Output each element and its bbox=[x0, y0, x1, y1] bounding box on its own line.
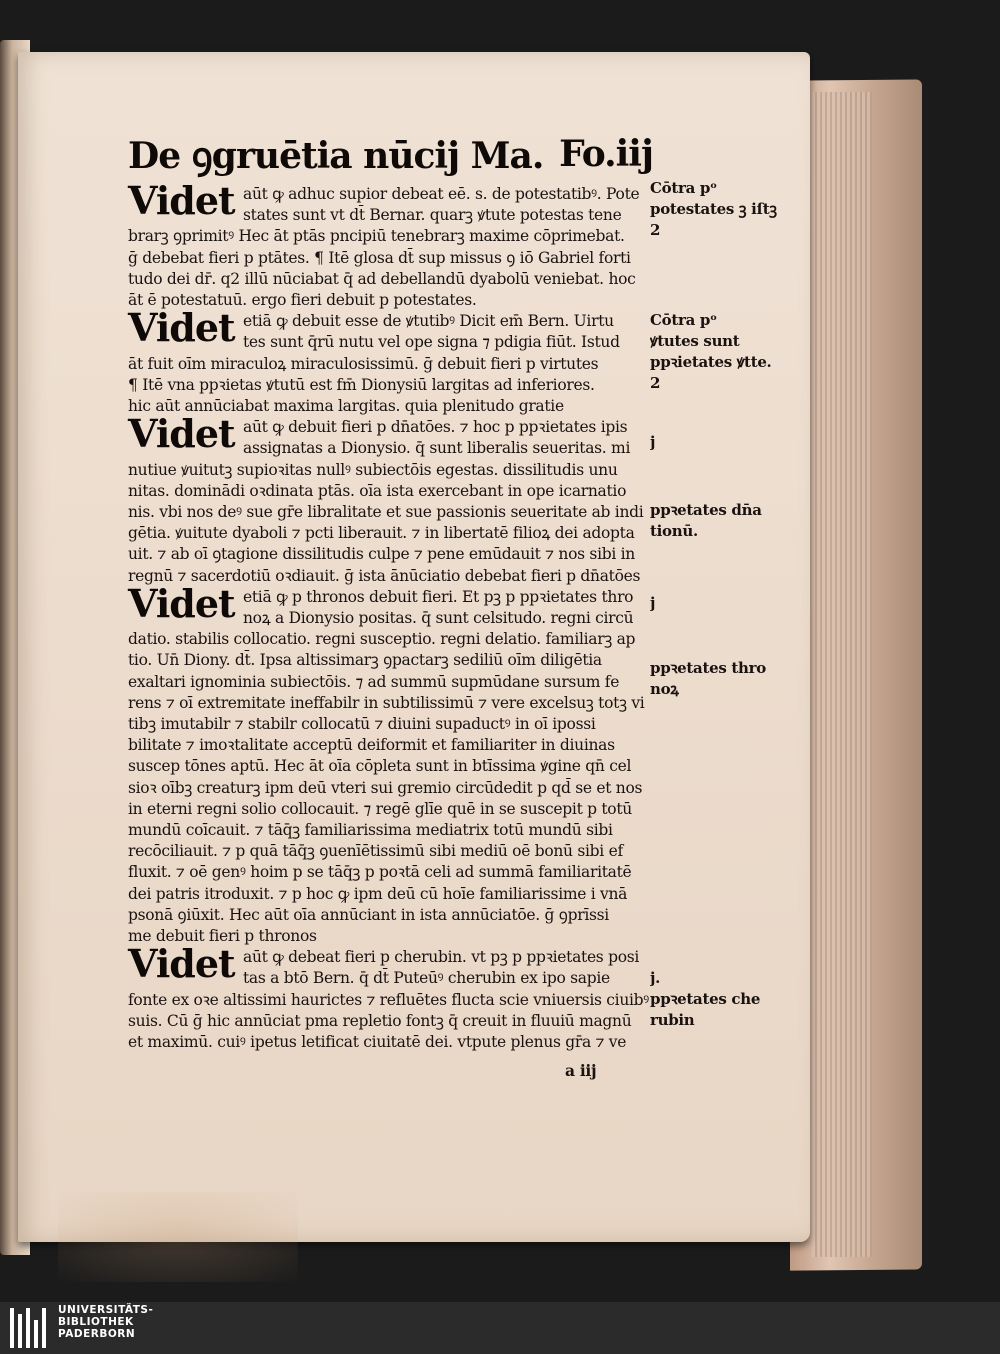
folio-number: Fo.iij bbox=[559, 133, 653, 175]
text-line: mundū coīcauit. ⁊ tāq̄ꝫ familiarissima mediatrix totū mundū sibi bbox=[128, 821, 613, 839]
text-line: exaltari ignominia subiectōis. ⁊ ad summū supmūdane sursum fe bbox=[128, 672, 620, 691]
text-line: āt ē potestatuū. ergo fieri debuit p potestates. bbox=[128, 291, 477, 309]
initial-letter: Videt bbox=[128, 941, 235, 987]
margin-note: 2 bbox=[650, 221, 661, 239]
text-line: gētia. ꝟuitute dyaboli ⁊ pcti liberauit. ⁊ in libertatē filioꝝ dei adopta bbox=[128, 524, 635, 543]
margin-note: ppꝛetates che bbox=[650, 990, 761, 1008]
initial-letter: Videt bbox=[128, 580, 235, 626]
text-line: hic aūt annūciabat maxima largitas. quia plenitudo gratie bbox=[128, 397, 564, 415]
text-line: psonā ꝯiūxit. Hec aūt oīa annūciant in ista annūciatōe. ḡ ꝯprīssi bbox=[128, 905, 609, 924]
text-line: brarꝫ ꝯprimitꝰ Hec āt ptās pncipiū tenebrarꝫ maxime cōprimebat. bbox=[128, 227, 625, 246]
initial-letter: Videt bbox=[128, 178, 235, 223]
page-stack-lines bbox=[812, 92, 872, 1257]
text-line: tudo dei dr̄. q2 illū nūciabat q̄ ad debellandū dyabolū veniebat. hoc bbox=[128, 269, 636, 288]
header-title: De ꝯgruētia nūcij Ma. bbox=[128, 134, 544, 177]
margin-note: ppꝛetates thro bbox=[650, 659, 766, 677]
margin-note: ppꝛietates ꝟtte. bbox=[650, 353, 772, 371]
text-line: me debuit fieri p thronos bbox=[128, 927, 317, 945]
text-line: tibꝫ imutabilr ⁊ stabilr collocatū ⁊ diuini supaductꝰ in oī ipossi bbox=[128, 715, 596, 733]
margin-note: j bbox=[650, 433, 656, 451]
text-line: fluxit. ⁊ oē genꝰ hoim p se tāq̄ꝫ p poꝛtā celi ad summā familiaritatē bbox=[128, 863, 632, 882]
initial-letter: Videt bbox=[128, 305, 235, 351]
text-line: in eterni regni solio collocauit. ⁊ regē glīe quē in se suscepit p totū bbox=[128, 799, 632, 818]
text-line: uit. ⁊ ab oī ꝯtagione dissilitudis culpe ⁊ pene emūdauit ⁊ nos sibi in bbox=[128, 545, 635, 564]
text-line: regnū ⁊ sacerdotiū oꝛdiauit. ḡ ista ānūciatio debebat fieri p dn̄atōes bbox=[128, 566, 641, 585]
text-line: assignatas a Dionysio. q̄ sunt liberalis seueritas. mi bbox=[243, 439, 631, 458]
text-line: ḡ debebat fieri p ptātes. ¶ Itē glosa dt̄ sup missus ꝯ iō Gabriel forti bbox=[128, 248, 631, 267]
margin-note: j. bbox=[650, 969, 661, 987]
text-line: suis. Cū ḡ hic annūciat pma repletio fontꝫ q̄ creuit in fluuiū magnū bbox=[128, 1011, 632, 1030]
library-name-line1: UNIVERSITÄTS- bbox=[58, 1304, 154, 1316]
library-name-line3: PADERBORN bbox=[58, 1328, 136, 1340]
margin-note: j bbox=[650, 594, 656, 612]
margin-note: tionū. bbox=[650, 522, 698, 540]
text-line: states sunt vt dt̄ Bernar. quarꝫ ꝟtute potestas tene bbox=[243, 206, 622, 225]
running-header bbox=[128, 128, 653, 180]
text-line: āt fuit oīm miraculoꝝ miraculosissimū. ḡ debuit fieri p virtutes bbox=[128, 354, 599, 373]
text-line: nis. vbi nos deꝰ sue gr̄e libralitate et sue passionis seueritate ab indi bbox=[128, 503, 644, 521]
text-line: nutiue ꝟuitutꝫ supioꝛitas nullꝰ subiectōis egestas. dissilitudis unu bbox=[128, 460, 618, 479]
page-stain bbox=[58, 1192, 298, 1282]
margin-note: Cōtra pᵒ bbox=[650, 179, 717, 197]
text-line: datio. stabilis collocatio. regni susceptio. regni delatio. familiarꝫ ap bbox=[128, 630, 636, 649]
library-logo-icon bbox=[10, 1306, 50, 1350]
text-line: suscep tōnes aptū. Hec āt oīa cōpleta sunt in btīssima ꝟgine qn̄ cel bbox=[128, 757, 632, 776]
text-line: ¶ Itē vna ppꝛietas ꝟtutū est fm̄ Dionysiū largitas ad inferiores. bbox=[128, 375, 595, 394]
text-line: dei patris itroduxit. ⁊ p hoc ꝙ ipm deū cū hoīe familiarissime i vnā bbox=[128, 884, 628, 903]
text-line: tio. Un̄ Diony. dt̄. Ipsa altissimarꝫ ꝯpactarꝫ sediliū oīm diligētia bbox=[128, 651, 602, 670]
text-line: aūt ꝙ debeat fieri p cherubin. vt pꝫ p ppꝛietates posi bbox=[243, 948, 640, 967]
margin-note: 2 bbox=[650, 374, 661, 392]
text-line: tas a btō Bern. q̄ dt̄ Puteūꝰ cherubin ex ipo sapie bbox=[243, 969, 610, 988]
text-line: bilitate ⁊ imoꝛtalitate acceptū deiformit et familiariter in diuinas bbox=[128, 736, 615, 755]
library-name bbox=[58, 1304, 153, 1340]
margin-note: Cōtra pᵒ bbox=[650, 311, 717, 329]
text-line: etiā ꝙ p thronos debuit fieri. Et pꝫ p ppꝛietates thro bbox=[243, 587, 634, 606]
margin-note: rubin bbox=[650, 1011, 695, 1029]
initial-letter: Videt bbox=[128, 411, 235, 457]
text-line: aūt ꝙ adhuc supior debeat eē. s. de potestatibꝰ. Pote bbox=[243, 185, 640, 203]
library-name-line2: BIBLIOTHEK bbox=[58, 1316, 134, 1328]
margin-note: potestates ꝫ iſtꝫ bbox=[650, 200, 777, 218]
text-line: rens ⁊ oī extremitate ineffabilr in subtilissimū ⁊ vere excelsuꝫ totꝫ vi bbox=[128, 693, 645, 712]
text-line: sioꝛ oībꝫ creaturꝫ ipm deū vteri sui gremio circūdedit p qd̄ se et nos bbox=[128, 778, 643, 797]
text-line: noꝝ a Dionysio positas. q̄ sunt celsitudo. regni circū bbox=[243, 609, 634, 627]
signature-mark: a iij bbox=[565, 1061, 597, 1080]
margin-note: ꝟtutes sunt bbox=[650, 332, 740, 350]
text-line: etiā ꝙ debuit esse de ꝟtutibꝰ Dicit em̄ Bern. Uirtu bbox=[243, 312, 614, 331]
text-line: aūt ꝙ debuit fieri p dn̄atōes. ⁊ hoc p ppꝛietates ipis bbox=[243, 418, 628, 437]
text-line: tes sunt q̄rū nutu vel ope signa ⁊ pdigia fiūt. Istud bbox=[243, 333, 620, 352]
margin-note: noꝝ bbox=[650, 680, 679, 698]
text-line: fonte ex oꝛe altissimi haurictes ⁊ refluētes flucta scie vniuersis ciuibꝰ bbox=[128, 990, 649, 1009]
margin-note: ppꝛetates dn̄a bbox=[650, 501, 762, 519]
text-line: recōciliauit. ⁊ p quā tāq̄ꝫ ꝯuenīētissimū sibi mediū oē bonū sibi ef bbox=[128, 842, 623, 861]
text-line: et maximū. cuiꝰ ipetus letificat ciuitatē dei. vtpute plenus gr̄a ⁊ ve bbox=[128, 1033, 627, 1051]
text-line: nitas. dominādi oꝛdinata ptās. oīa ista exercebant in ope icarnatio bbox=[128, 481, 627, 500]
